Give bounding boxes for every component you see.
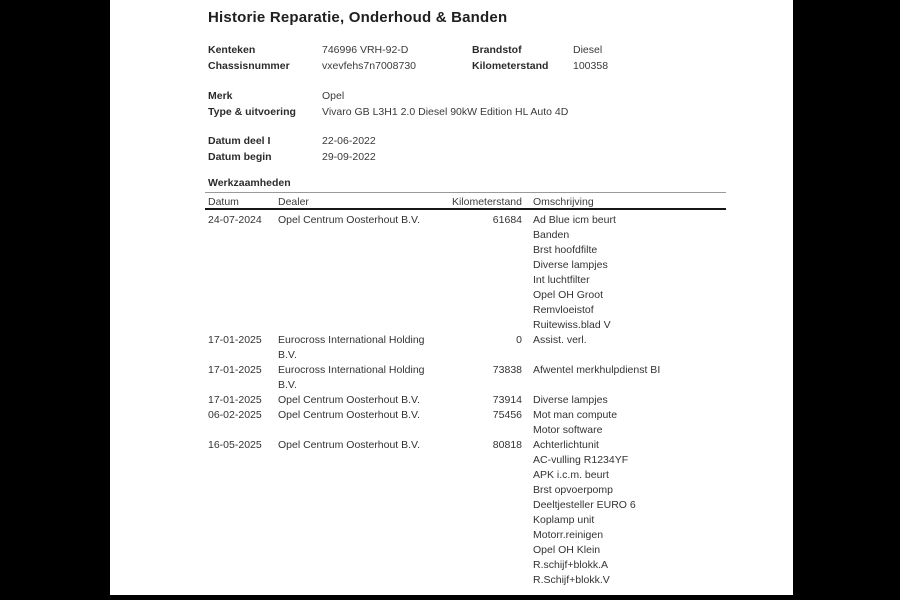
omschrijving-line: Achterlichtunit xyxy=(533,439,599,451)
datum-deel-i-label: Datum deel I xyxy=(208,135,271,147)
header-omschrijving: Omschrijving xyxy=(533,196,594,208)
omschrijving-line: Motor software xyxy=(533,424,603,436)
row-kilometerstand: 80818 xyxy=(492,439,522,451)
header-datum: Datum xyxy=(208,196,239,208)
omschrijving-line: Afwentel merkhulpdienst BI xyxy=(533,364,661,376)
kilometerstand-value: 100358 xyxy=(573,60,609,72)
omschrijving-line: Koplamp unit xyxy=(533,514,595,526)
table-row xyxy=(208,393,783,408)
omschrijving-line: R.schijf+blokk.A xyxy=(533,559,608,571)
kilometerstand-label: Kilometerstand xyxy=(472,60,549,72)
row-kilometerstand: 73838 xyxy=(492,364,522,376)
omschrijving-line: Int luchtfilter xyxy=(533,274,590,286)
omschrijving-line: Remvloeistof xyxy=(533,304,594,316)
werkzaamheden-section-title: Werkzaamheden xyxy=(208,177,291,189)
omschrijving-line: R.Schijf+blokk.V xyxy=(533,574,610,586)
omschrijving-line: Brst hoofdfilte xyxy=(533,244,598,256)
omschrijving-line: Brst opvoerpomp xyxy=(533,484,613,496)
row-omschrijving xyxy=(533,438,783,588)
kenteken-value: 746996 VRH-92-D xyxy=(322,44,409,56)
table-row xyxy=(208,333,783,363)
omschrijving-line: Motorr.reinigen xyxy=(533,529,604,541)
row-datum: 16-05-2025 xyxy=(208,439,262,451)
vehicle-history-document xyxy=(110,0,793,595)
row-omschrijving xyxy=(533,213,783,333)
merk-label: Merk xyxy=(208,90,233,102)
omschrijving-line: Diverse lampjes xyxy=(533,394,608,406)
omschrijving-line: APK i.c.m. beurt xyxy=(533,469,609,481)
omschrijving-line: Opel OH Groot xyxy=(533,289,604,301)
omschrijving-line: Mot man compute xyxy=(533,409,618,421)
row-dealer: Opel Centrum Oosterhout B.V. xyxy=(278,409,421,421)
datum-begin-label: Datum begin xyxy=(208,151,272,163)
header-dealer: Dealer xyxy=(278,196,309,208)
row-kilometerstand: 0 xyxy=(516,334,522,346)
row-dealer: Opel Centrum Oosterhout B.V. xyxy=(278,394,421,406)
omschrijving-line: Opel OH Klein xyxy=(533,544,601,556)
chassisnummer-value: vxevfehs7n7008730 xyxy=(322,60,416,72)
header-kilometerstand: Kilometerstand xyxy=(451,196,522,208)
row-datum: 17-01-2025 xyxy=(208,334,262,346)
row-datum: 17-01-2025 xyxy=(208,394,262,406)
type-uitvoering-value: Vivaro GB L3H1 2.0 Diesel 90kW Edition HL Auto 4D xyxy=(322,106,569,118)
table-row xyxy=(208,438,783,588)
type-uitvoering-label: Type & uitvoering xyxy=(208,106,296,118)
table-top-rule xyxy=(205,192,726,193)
table-row xyxy=(208,363,783,393)
table-body xyxy=(208,213,783,588)
vehicle-info-block xyxy=(208,89,573,121)
row-omschrijving xyxy=(533,333,783,348)
left-black-bar xyxy=(0,0,110,600)
row-kilometerstand: 73914 xyxy=(492,394,522,406)
brandstof-label: Brandstof xyxy=(472,44,522,56)
page-title: Historie Reparatie, Onderhoud & Banden xyxy=(208,9,508,26)
omschrijving-line: Banden xyxy=(533,229,570,241)
row-datum: 06-02-2025 xyxy=(208,409,262,421)
omschrijving-line: Deeltjesteller EURO 6 xyxy=(533,499,636,511)
right-black-bar xyxy=(793,0,900,600)
row-dealer: Opel Centrum Oosterhout B.V. xyxy=(278,214,421,226)
omschrijving-line: Diverse lampjes xyxy=(533,259,608,271)
dates-info-block xyxy=(208,134,573,166)
table-row xyxy=(208,213,783,333)
row-datum: 17-01-2025 xyxy=(208,364,262,376)
omschrijving-line: Assist. verl. xyxy=(533,334,587,346)
row-kilometerstand: 61684 xyxy=(492,214,522,226)
kenteken-label: Kenteken xyxy=(208,44,256,56)
row-omschrijving xyxy=(533,363,783,378)
datum-begin-value: 29-09-2022 xyxy=(322,151,376,163)
bottom-black-bar xyxy=(0,595,900,600)
registration-info-block xyxy=(208,43,608,75)
row-omschrijving xyxy=(533,408,783,438)
table-header-underline xyxy=(205,208,726,210)
row-omschrijving xyxy=(533,393,783,408)
brandstof-value: Diesel xyxy=(573,44,603,56)
omschrijving-line: AC-vulling R1234YF xyxy=(533,454,629,466)
row-dealer: Opel Centrum Oosterhout B.V. xyxy=(278,439,421,451)
table-row xyxy=(208,408,783,438)
row-dealer: Eurocross International Holding B.V. xyxy=(278,334,425,361)
row-kilometerstand: 75456 xyxy=(492,409,522,421)
datum-deel-i-value: 22-06-2022 xyxy=(322,135,376,147)
row-dealer: Eurocross International Holding B.V. xyxy=(278,364,425,391)
row-datum: 24-07-2024 xyxy=(208,214,262,226)
merk-value: Opel xyxy=(322,90,345,102)
chassisnummer-label: Chassisnummer xyxy=(208,60,290,72)
omschrijving-line: Ad Blue icm beurt xyxy=(533,214,616,226)
omschrijving-line: Ruitewiss.blad V xyxy=(533,319,611,331)
